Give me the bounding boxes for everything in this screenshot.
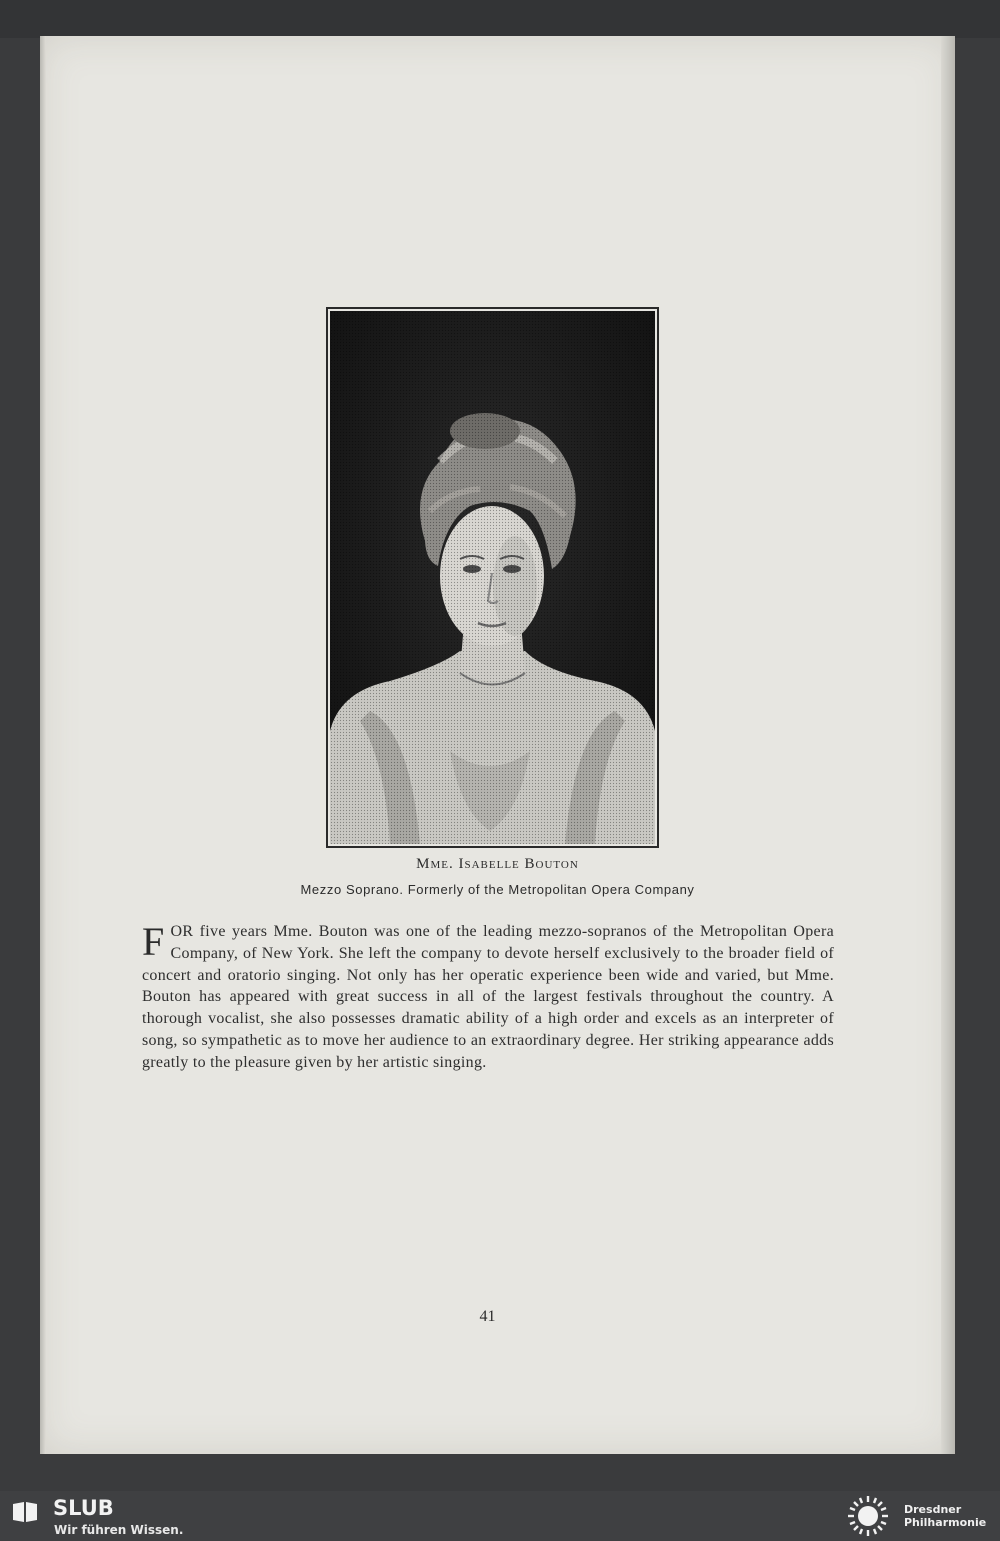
drop-cap: F bbox=[142, 919, 165, 964]
partner-line-2: Philharmonie bbox=[904, 1516, 987, 1529]
page-edge bbox=[941, 36, 955, 1454]
partner-line-1: Dresdner bbox=[904, 1503, 962, 1516]
book-page bbox=[40, 36, 955, 1454]
viewer-footer bbox=[0, 1491, 1000, 1541]
philharmonie-logo-text[interactable] bbox=[904, 1503, 986, 1529]
page-gutter bbox=[40, 36, 46, 1454]
article-text: OR five years Mme. Bouton was one of the leading mezzo-sopranos of the Metropolitan Opera Company, of New York. She left the company to devote herself exclusively to the broader field of concert and oratorio singing. Not only has her operatic experience been wide and varied, but Mme. Bouton has appeared with great success in all of the largest festivals throughout the country. A thorough vocalist, she also possesses dramatic ability of a high order and excels as an interpreter of song, so sympathetic as to move her audience to an extraordinary degree. Her striking appearance adds greatly to the pleasure given by her artistic singing. bbox=[142, 923, 834, 1071]
portrait-image bbox=[330, 311, 655, 844]
portrait-caption-name: Mme. Isabelle Bouton bbox=[416, 856, 579, 872]
slub-book-icon bbox=[12, 1501, 38, 1523]
slub-tagline: Wir führen Wissen. bbox=[54, 1523, 184, 1537]
portrait-photo bbox=[326, 307, 659, 848]
philharmonie-sun-icon bbox=[842, 1494, 894, 1538]
article-paragraph bbox=[142, 921, 834, 1074]
scan-background-top bbox=[0, 0, 1000, 38]
slub-logo-text[interactable]: SLUB bbox=[53, 1496, 114, 1520]
portrait-caption-role: Mezzo Soprano. Formerly of the Metropolitan Opera Company bbox=[300, 882, 695, 897]
page-number: 41 bbox=[479, 1308, 496, 1325]
